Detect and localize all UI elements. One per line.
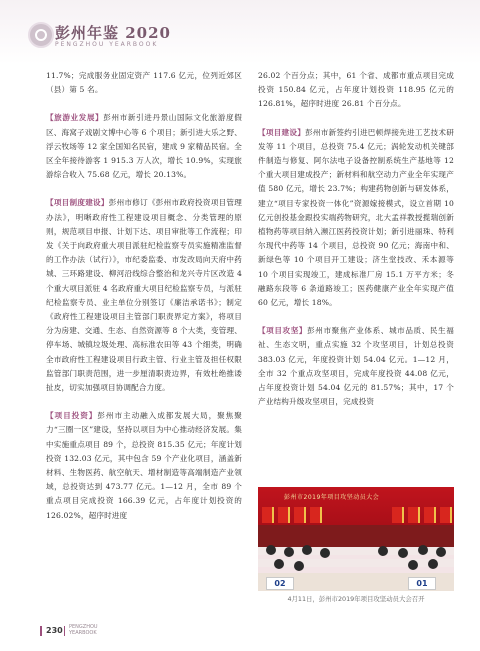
section-tag: 【项目投资】 [46,411,98,421]
paragraph [46,69,242,97]
section-tag: 【项目攻坚】 [258,326,308,336]
person-icon [418,545,428,555]
footer-title-line: PENGZHOU [69,624,98,630]
flag-icon [262,507,274,523]
footer-title-line: YEARBOOK [69,630,97,636]
desk-tent: 01 [408,577,436,590]
person-icon [436,547,446,557]
flag-icon [310,507,322,523]
person-icon [428,559,438,569]
section-tag: 【旅游业发展】 [46,113,104,123]
yearbook-logo-icon [28,22,54,48]
banner-text: 彭州市2019年项目攻坚动员大会 [284,494,380,501]
footer-title [69,624,98,636]
meeting-photo [258,487,454,591]
paragraph-project-construction [258,126,454,311]
paragraph-project-investment [46,409,242,523]
page-header [0,0,480,64]
page-number: 230 [46,626,63,635]
paragraph [258,69,454,112]
paragraph-text: 彭州市聚焦产业体系、城市品质、民生福祉、生态文明，重点实施 32 个攻坚项目，计划总投资 383.03 亿元，年度投资计划 54.04 亿元。1—12 月，全市 32 个重点攻坚项目，完成年度投资 44.08 亿元，占年度投资计划 54.04 亿元的 81.57%；其中，17 个产业结构升级攻坚项目，完成投资 [258,326,454,407]
person-icon [408,560,418,570]
paragraph-text: 彭州市新引进丹景山国际文化旅游度假区、海窝子戏剧文博中心等 6 个项目；新引进大乐之野、浮云牧场等 12 家全国知名民宿，建成 9 家精品民宿。全区全年接待游客 1 915.3 万人次，增长 10.9%，实现旅游综合收入 75.68 亿元，增长 20.13%。 [46,113,242,180]
footer-accent [40,626,42,636]
person-icon [320,548,330,558]
section-tag: 【项目建设】 [258,127,306,137]
flag-row [258,507,454,523]
photo-caption: 4月11日，彭州市2019年项目攻坚动员大会召开 [287,595,425,603]
header-title: 彭州年鉴 2020 [55,24,171,42]
person-icon [398,548,408,558]
right-column [258,69,454,423]
paragraph-project-system [46,196,242,395]
person-icon [284,547,294,557]
paragraph-tourism [46,111,242,182]
paragraph-project-tackling [258,324,454,409]
flag-icon [440,507,452,523]
paragraph-text: 11.7%；完成服务业固定资产 117.6 亿元，位列近郊区（县）第 5 名。 [46,71,242,95]
section-tag: 【项目制度建设】 [46,198,109,208]
person-icon [274,559,284,569]
person-icon [378,546,388,556]
person-icon [294,561,304,571]
person-icon [266,545,276,555]
header-subtitle: PENGZHOU YEARBOOK [55,41,159,48]
desk-tent: 02 [266,577,294,590]
left-column [46,69,242,537]
paragraph-text: 彭州市主动融入成都发展大局，聚焦聚力“三圈一区”建设，坚持以项目为中心推动经济发展。集中实施重点项目 89 个，总投资 815.35 亿元；年度计划投资 132.03 亿元，其中包含 59 个产业化项目，涵盖新材料、生物医药、航空航天、增材制造等高端制造产业领域，总投资达到 473.77 亿元。1—12 月，全市 89 个重点项目完成投资 166.39 亿元，占年度计划投资的 126.02%，超序时进度 [46,411,242,520]
audience-row [258,559,454,567]
flag-icon [278,507,290,523]
paragraph-text: 彭州市新签约引进巴顿焊接先进工艺技术研发等 11 个项目，总投资 75.4 亿元；涡轮发动机关键部件制造与修复、阿尔法电子设备控制系统生产基地等 12 个重大项目建成投产；新材料和航空动力产业全年实现产值 580 亿元，增长 23.7%；构建药物创新与研发体系，建立“项目专家投资一体化”资源嫁接模式，设立首期 10 亿元创投基金跟投实端药物研究，北大孟祥教授揽瑞创新植物药等项目纳入濒江医药投资计划；新引进丽珠、特利尔现代中药等 14 个项目，总投资 90 亿元；海南中和、新绿色等 10 个项目开工建设；济生堂技改、禾本源等 10 个项目实现竣工，建成标准厂房 15.1 万平方米；冬融路东段等 6 条道路竣工；医药健康产业全年实现产值 60 亿元，增长 18%。 [258,127,454,308]
footer-divider [64,626,65,636]
flag-icon [294,507,306,523]
flag-icon [408,507,420,523]
paragraph-text: 彭州市修订《彭州市政府投资项目管理办法》，明晰政府性工程建设项目概念、分类管理的原则，规范项目申报、计划下达、项目审批等工作流程；印发《关于向政府重大项目派驻纪检监察专员实施精准监督的工作办法（试行）》，市纪委监委、市发改局向天府中药城、三环路建设、柳河沿线综合整治和龙兴寺片区改造 4 个重大项目派驻 4 名政府重大项目纪检监察专员，与派驻纪检监察专员、业主单位分别签订《廉洁承诺书》；制定《政府性工程建设项目主管部门职责界定方案》，将项目分为房建、交通、生态、自然资源等 8 个大类，变管理、停车场、城镇垃圾处理、高标准农田等 43 个细类，明确全市政府性工程建设项目行政主管、行业主管及担任权限监管部门职责范围，进一步厘清职责边界，有效杜绝推诿扯皮，切实加强项目协调配合力度。 [46,198,242,393]
stage [258,525,454,547]
flag-icon [392,507,404,523]
flag-icon [424,507,436,523]
paragraph-text: 26.02 个百分点；其中，61 个省、成都市重点项目完成投资 150.84 亿元，占年度计划投资 118.95 亿元的 126.81%，超序时进度 26.81 个百分点。 [258,71,454,109]
person-icon [302,545,312,555]
